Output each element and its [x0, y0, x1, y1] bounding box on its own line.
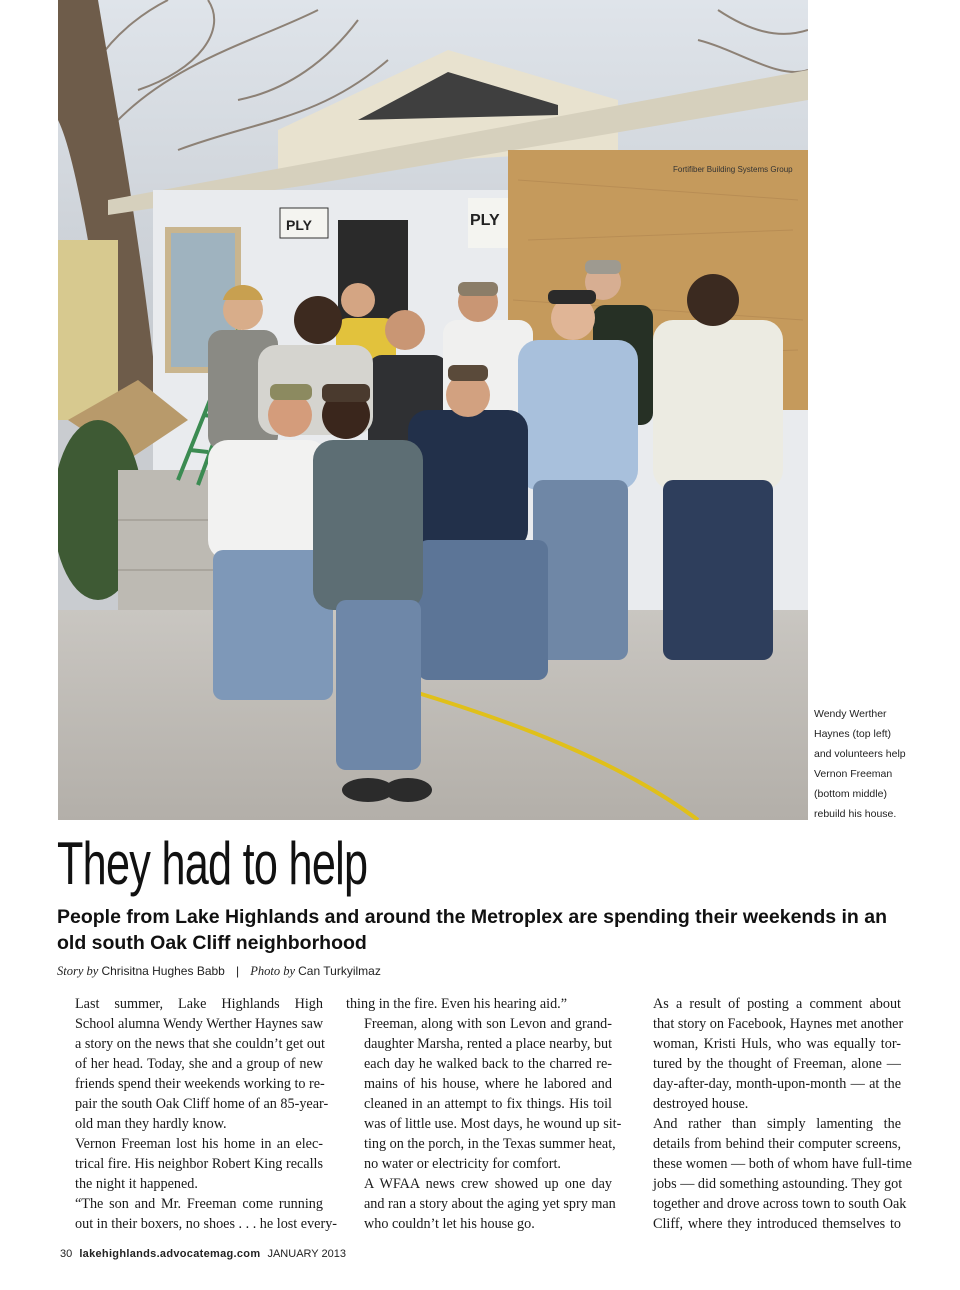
text-line: a story on the news that she couldn’t get out — [75, 1036, 325, 1052]
text-line: pair the south Oak Cliff home of an 85-year- — [75, 1096, 329, 1112]
text-line: Vernon Freeman lost his home in an elec- — [75, 1136, 323, 1152]
caption-line: Haynes (top left) — [814, 728, 892, 740]
neighbor-house — [58, 240, 118, 420]
page-footer — [60, 1247, 346, 1261]
text-line: woman, Kristi Huls, who was equally tor- — [653, 1036, 901, 1052]
paragraph — [57, 994, 329, 1134]
text-line: details from behind their computer screens, — [653, 1136, 901, 1152]
byline-separator: | — [235, 964, 240, 978]
body-column-3 — [635, 994, 912, 1234]
text-line: of her head. Today, she and a group of new — [75, 1056, 323, 1072]
article-deck: People from Lake Highlands and around the Metroplex are spending their weekends in an old south Oak Cliff neighborhood — [57, 906, 887, 954]
body-column-2 — [346, 994, 622, 1234]
caption-line: rebuild his house. — [814, 808, 897, 820]
text-line: Freeman, along with son Levon and grand- — [364, 1016, 612, 1032]
text-line: thing in the fire. Even his hearing aid.” — [346, 996, 568, 1012]
website-link[interactable]: lakehighlands.advocatemag.com — [79, 1248, 261, 1260]
text-line: each day he walked back to the charred re- — [364, 1056, 612, 1072]
paragraph — [635, 1114, 912, 1234]
text-line: friends spend their weekends working to re- — [75, 1076, 325, 1092]
volunteers-group-photo — [58, 0, 808, 820]
caption-line: (bottom middle) — [814, 788, 887, 800]
paragraph — [57, 1194, 338, 1234]
paragraph — [57, 1134, 323, 1194]
text-line: jobs — did something astounding. They got — [653, 1176, 903, 1192]
caption-line: Vernon Freeman — [814, 768, 893, 780]
paragraph — [346, 1174, 616, 1234]
photo-label: Photo by — [250, 964, 296, 978]
fortifiber-sign: Fortifiber Building Systems Group — [673, 165, 793, 174]
article-headline: They had to help — [57, 830, 368, 897]
body-column-1 — [57, 994, 338, 1234]
caption-line: and volunteers help — [814, 748, 906, 760]
text-line: ting on the porch, in the Texas summer heat, — [364, 1136, 616, 1152]
text-line: cleaned in an attempt to fix things. His toil — [364, 1096, 612, 1112]
paragraph — [635, 994, 904, 1114]
text-line: the night it happened. — [75, 1176, 198, 1192]
caption-line: Wendy Werther — [814, 708, 887, 720]
text-line: And rather than simply lamenting the — [653, 1116, 901, 1132]
paragraph — [346, 1014, 622, 1174]
text-line: A WFAA news crew showed up one day — [364, 1176, 612, 1192]
text-line: out in their boxers, no shoes . . . he lost every- — [75, 1216, 338, 1232]
paragraph — [346, 994, 612, 1014]
story-label: Story by — [57, 964, 99, 978]
text-line: that story on Facebook, Haynes met another — [653, 1016, 904, 1032]
text-line: together and drove across town to south Oak — [653, 1196, 907, 1212]
text-line: these women — both of whom have full-time — [653, 1156, 912, 1172]
text-line: As a result of posting a comment about — [653, 996, 901, 1012]
ply-sign-2: PLY — [470, 212, 500, 229]
text-line: tured by the thought of Freeman, alone — — [653, 1056, 901, 1072]
text-line: old man they hardly know. — [75, 1116, 227, 1132]
text-line: who couldn’t let his house go. — [364, 1216, 535, 1232]
photo-caption — [814, 704, 934, 824]
text-line: day-after-day, month-upon-month — at the — [653, 1076, 901, 1092]
text-line: mains of his house, where he labored and — [364, 1076, 612, 1092]
text-line: daughter Marsha, rented a place nearby, but — [364, 1036, 613, 1052]
text-line: Cliff, where they introduced themselves to — [653, 1216, 901, 1232]
article-photo — [58, 0, 808, 820]
byline — [57, 962, 381, 980]
author-name: Chrisitna Hughes Babb — [101, 964, 225, 978]
text-line: no water or electricity for comfort. — [364, 1156, 561, 1172]
ply-sign-1: PLY — [286, 217, 312, 233]
text-line: destroyed house. — [653, 1096, 749, 1112]
photographer-name: Can Turkyilmaz — [298, 964, 381, 978]
page-number: 30 — [60, 1248, 73, 1260]
text-line: School alumna Wendy Werther Haynes saw — [75, 1016, 324, 1032]
text-line: trical fire. His neighbor Robert King recalls — [75, 1156, 323, 1172]
text-line: Last summer, Lake Highlands High — [75, 996, 323, 1012]
text-line: and ran a story about the aging yet spry man — [364, 1196, 616, 1212]
issue-date: JANUARY 2013 — [267, 1248, 346, 1260]
text-line: “The son and Mr. Freeman come running — [75, 1196, 323, 1212]
text-line: was of little use. Most days, he wound up sit- — [364, 1116, 622, 1132]
